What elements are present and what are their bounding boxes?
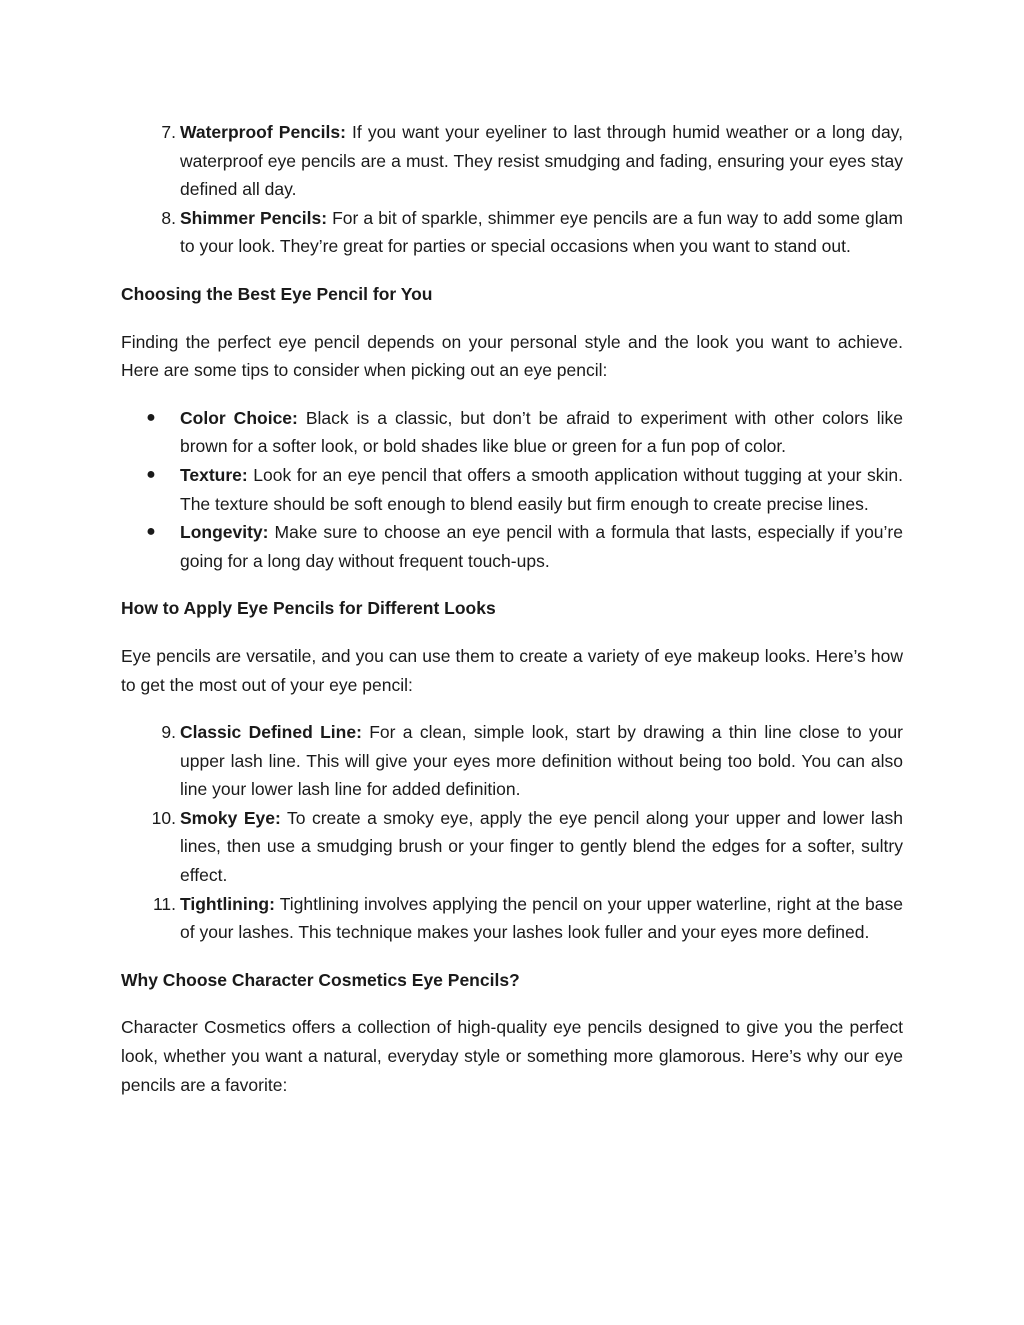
bullet-item (121, 461, 903, 518)
list-item (121, 204, 903, 261)
apply-looks-list (121, 718, 903, 947)
bullet-term: Texture: (180, 464, 248, 485)
section-intro-choosing: Finding the perfect eye pencil depends on your personal style and the look you want to achieve. Here are some tips to consider when picking out an eye pencil: (121, 331, 903, 381)
bullet-text: Black is a classic, but don’t be afraid to experiment with other colors like brown for a softer look, or bold shades like blue or green for a fun pop of color. (180, 407, 904, 457)
list-number: 7. (161, 122, 176, 142)
list-term: Classic Defined Line: (180, 722, 362, 743)
list-number: 11. (152, 893, 176, 914)
section-intro-apply: Eye pencils are versatile, and you can use them to create a variety of eye makeup looks. Here’s how to get the most out of your eye pencil: (121, 645, 903, 695)
section-heading-choosing: Choosing the Best Eye Pencil for You (121, 283, 433, 304)
list-text: To create a smoky eye, apply the eye pencil along your upper and lower lash lines, then use a smudging brush or your finger to gently blend the edges for a softer, sultry effect. (180, 807, 904, 886)
document-page (121, 118, 903, 1099)
list-term: Shimmer Pencils: (180, 207, 328, 228)
list-number: 10. (151, 807, 176, 828)
section-intro-why: Character Cosmetics offers a collection of high-quality eye pencils designed to give you the perfect look, whether you want a natural, everyday style or something more glamorous. Here’s why our eye pencils are a favorite: (121, 1017, 903, 1095)
tips-bullet-list (121, 404, 903, 576)
bullet-icon: ● (146, 523, 156, 541)
bullet-icon: ● (146, 408, 156, 426)
list-item (121, 804, 903, 890)
list-term: Tightlining: (180, 893, 275, 914)
list-item (121, 718, 903, 804)
bullet-item (121, 518, 903, 575)
list-text: If you want your eyeliner to last through humid weather or a long day, waterproof eye pencils are a must. They resist smudging and fading, ensuring your eyes stay defined all day. (180, 122, 903, 200)
list-number: 8. (161, 207, 176, 228)
list-term: Smoky Eye: (180, 807, 281, 828)
list-number: 9. (161, 722, 176, 743)
section-heading-why: Why Choose Character Cosmetics Eye Pencils? (121, 969, 520, 990)
bullet-text: Make sure to choose an eye pencil with a formula that lasts, especially if you’re going for a long day without frequent touch-ups. (180, 522, 903, 571)
list-text: For a clean, simple look, start by drawing a thin line close to your upper lash line. This will give your eyes more definition without being too bold. You can also line your lower lash line for added definition. (180, 722, 904, 800)
list-text: Tightlining involves applying the pencil on your upper waterline, right at the base of your lashes. This technique makes your lashes look fuller and your eyes more defined. (180, 893, 903, 943)
section-heading-apply: How to Apply Eye Pencils for Different Looks (121, 598, 496, 619)
bullet-term: Longevity: (180, 522, 269, 543)
list-text: For a bit of sparkle, shimmer eye pencils are a fun way to add some glam to your look. They’re great for parties or special occasions when you want to stand out. (180, 207, 903, 257)
bullet-item (121, 404, 903, 461)
list-item (121, 890, 903, 947)
list-item (121, 118, 903, 204)
bullet-term: Color Choice: (180, 407, 298, 428)
bullet-icon: ● (146, 465, 156, 483)
pencil-types-list (121, 118, 903, 261)
bullet-text: Look for an eye pencil that offers a smooth application without tugging at your skin. The texture should be soft enough to blend easily but firm enough to create precise lines. (180, 464, 903, 514)
list-term: Waterproof Pencils: (180, 122, 346, 142)
